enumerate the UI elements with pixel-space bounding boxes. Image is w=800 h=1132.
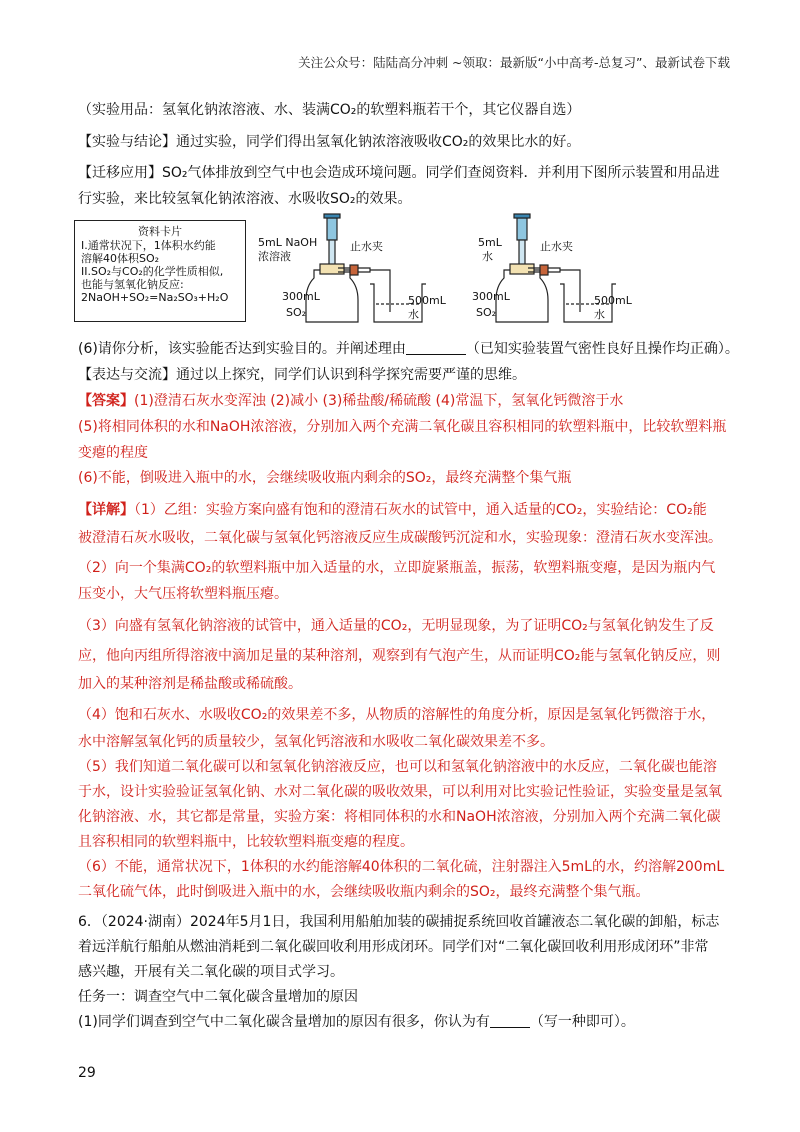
card-title: 资料卡片 xyxy=(138,225,182,238)
clamp-label: 止水夹 xyxy=(540,240,573,253)
text-line: 行实验，来比较氢氧化钠浓溶液、水吸收SO₂的效果。 xyxy=(78,191,412,207)
beaker-volume: 500mL xyxy=(594,294,632,307)
section-tag: 【迁移应用】 xyxy=(78,165,162,181)
flask-volume: 300mL xyxy=(472,290,510,303)
text: （1）乙组：实验方案向盛有饱和的澄清石灰水的试管中，通入适量的CO₂，实验结论：CO₂能 xyxy=(134,502,707,518)
detail-line: （3）向盛有氢氧化钠溶液的试管中，通入适量的CO₂，无明显现象，为了证明CO₂与氢氧化钠发生了反 xyxy=(78,618,714,634)
question-line: 6．（2024·湖南）2024年5月1日，我国利用船舶加装的碳捕捉系统回收首罐液态二氧化碳的卸船，标志 xyxy=(78,914,720,930)
text: 通过以上探究，同学们认识到科学探究需要严谨的思维。 xyxy=(176,367,526,383)
detail-line: 压变小，大气压将软塑料瓶压瘪。 xyxy=(78,586,288,602)
detail-line: （4）饱和石灰水、水吸收CO₂的效果差不多，从物质的溶解性的角度分析，原因是氢氧化钙微溶于水， xyxy=(78,707,716,723)
text: 通过实验，同学们得出氢氧化钠浓溶液吸收CO₂的效果比水的好。 xyxy=(176,134,581,150)
detail-line: 应，他向丙组所得溶液中滴加足量的某种溶剂，观察到有气泡产生，从而证明CO₂能与氢氧化钠反应，则 xyxy=(78,648,721,664)
beaker-liquid: 水 xyxy=(594,308,605,321)
card-line: II.SO₂与CO₂的化学性质相似, xyxy=(81,265,224,278)
flask-gas: SO₂ xyxy=(476,306,497,319)
text-line: （实验用品：氢氧化钠浓溶液、水、装满CO₂的软塑料瓶若干个，其它仪器自选） xyxy=(78,102,581,118)
answer-tag: 【答案】 xyxy=(78,393,134,409)
question-line: 感兴趣，开展有关二氧化碳的项目式学习。 xyxy=(78,964,344,980)
answer-line xyxy=(78,391,623,411)
text: （已知实验装置气密性良好且操作均正确）。 xyxy=(465,341,739,357)
text: (1)同学们调查到空气中二氧化碳含量增加的原因有很多，你认为有 xyxy=(78,1014,490,1030)
left-syringe-label: 5mL NaOH xyxy=(258,236,318,249)
answer-line: 变瘪的程度 xyxy=(78,445,148,461)
clamp-label: 止水夹 xyxy=(350,240,383,253)
left-syringe-label2: 浓溶液 xyxy=(258,250,291,263)
apparatus-figure xyxy=(250,212,650,330)
question-line: 任务一：调查空气中二氧化碳含量增加的原因 xyxy=(78,989,358,1005)
page-header: 关注公众号：陆陆高分冲刺 ~领取：最新版“小中高考-总复习”、最新试卷下载 xyxy=(298,55,730,70)
flask-volume: 300mL xyxy=(282,290,320,303)
text: （写一种即可）。 xyxy=(529,1014,635,1030)
info-card xyxy=(74,220,246,322)
page-number: 29 xyxy=(78,1065,96,1081)
detail-line: 加入的某种溶剂是稀盐酸或稀硫酸。 xyxy=(78,676,302,692)
detail-line: 被澄清石灰水吸收，二氧化碳与氢氧化钙溶液反应生成碳酸钙沉淀和水，实验现象：澄清石灰水变浑浊。 xyxy=(78,530,722,546)
detail-tag: 【详解】 xyxy=(78,502,134,518)
card-line: 溶解40体积SO₂ xyxy=(81,252,160,265)
answer-blank[interactable] xyxy=(406,340,466,355)
right-syringe-label2: 水 xyxy=(482,250,493,263)
answer-line: (6)不能，倒吸进入瓶中的水，会继续吸收瓶内剩余的SO₂，最终充满整个集气瓶 xyxy=(78,470,572,486)
card-line: 也能与氢氧化钠反应: xyxy=(81,278,184,291)
detail-line: （2）向一个集满CO₂的软塑料瓶中加入适量的水，立即旋紧瓶盖，振荡，软塑料瓶变瘪，是因为瓶内气 xyxy=(78,560,716,576)
detail-line: 且容积相同的软塑料瓶中，比较软塑料瓶变瘪的程度。 xyxy=(78,834,414,850)
text-line xyxy=(78,365,526,385)
text: (1)澄清石灰水变浑浊 (2)减小 (3)稀盐酸/稀硫酸 (4)常温下，氢氧化钙微溶于水 xyxy=(134,393,624,409)
right-syringe-label: 5mL xyxy=(478,236,502,249)
question-line xyxy=(78,1012,635,1032)
answer-line: (5)将相同体积的水和NaOH浓溶液，分别加入两个充满二氧化碳且容积相同的软塑料瓶中，比较软塑料瓶 xyxy=(78,419,727,435)
card-line: 2NaOH+SO₂=Na₂SO₃+H₂O xyxy=(81,291,229,304)
question-line: 着远洋航行船舶从燃油消耗到二氧化碳回收利用形成闭环。同学们对“二氧化碳回收利用形成闭环”非常 xyxy=(78,939,709,955)
beaker-liquid: 水 xyxy=(408,308,419,321)
detail-line: 化钠溶液、水，其它都是常量，实验方案：将相同体积的水和NaOH浓溶液，分别加入两个充满二氧化碳 xyxy=(78,809,721,825)
section-tag: 【实验与结论】 xyxy=(78,134,176,150)
text-line xyxy=(78,339,739,359)
answer-blank[interactable] xyxy=(490,1013,530,1028)
flask-gas: SO₂ xyxy=(286,306,307,319)
detail-line: 二氧化硫气体，此时倒吸进入瓶中的水，会继续吸收瓶内剩余的SO₂，最终充满整个集气瓶。 xyxy=(78,884,650,900)
section-tag: 【表达与交流】 xyxy=(78,367,176,383)
detail-line: 于水，设计实验验证氢氧化钠、水对二氧化碳的吸收效果，可以利用对比实验记性验证，实验变量是氢氧 xyxy=(78,784,722,800)
detail-line: （5）我们知道二氧化碳可以和氢氧化钠溶液反应，也可以和氢氧化钠溶液中的水反应，二氧化碳也能溶 xyxy=(78,759,717,775)
detail-line: 水中溶解氢氧化钙的质量较少，氢氧化钙溶液和水吸收二氧化碳效果差不多。 xyxy=(78,734,554,750)
detail-line: （6）不能，通常状况下，1体积的水约能溶解40体积的二氧化硫，注射器注入5mL的水，约溶解200mL xyxy=(78,859,725,875)
card-line: I.通常状况下，1体积水约能 xyxy=(81,239,216,252)
text-line xyxy=(78,163,720,183)
text: SO₂气体排放到空气中也会造成环境问题。同学们查阅资料．并利用下图所示装置和用品进 xyxy=(162,165,720,181)
text: (6)请你分析，该实验能否达到实验目的。并阐述理由 xyxy=(78,341,406,357)
beaker-volume: 500mL xyxy=(408,294,446,307)
detail-line xyxy=(78,500,707,520)
text-line xyxy=(78,132,580,152)
